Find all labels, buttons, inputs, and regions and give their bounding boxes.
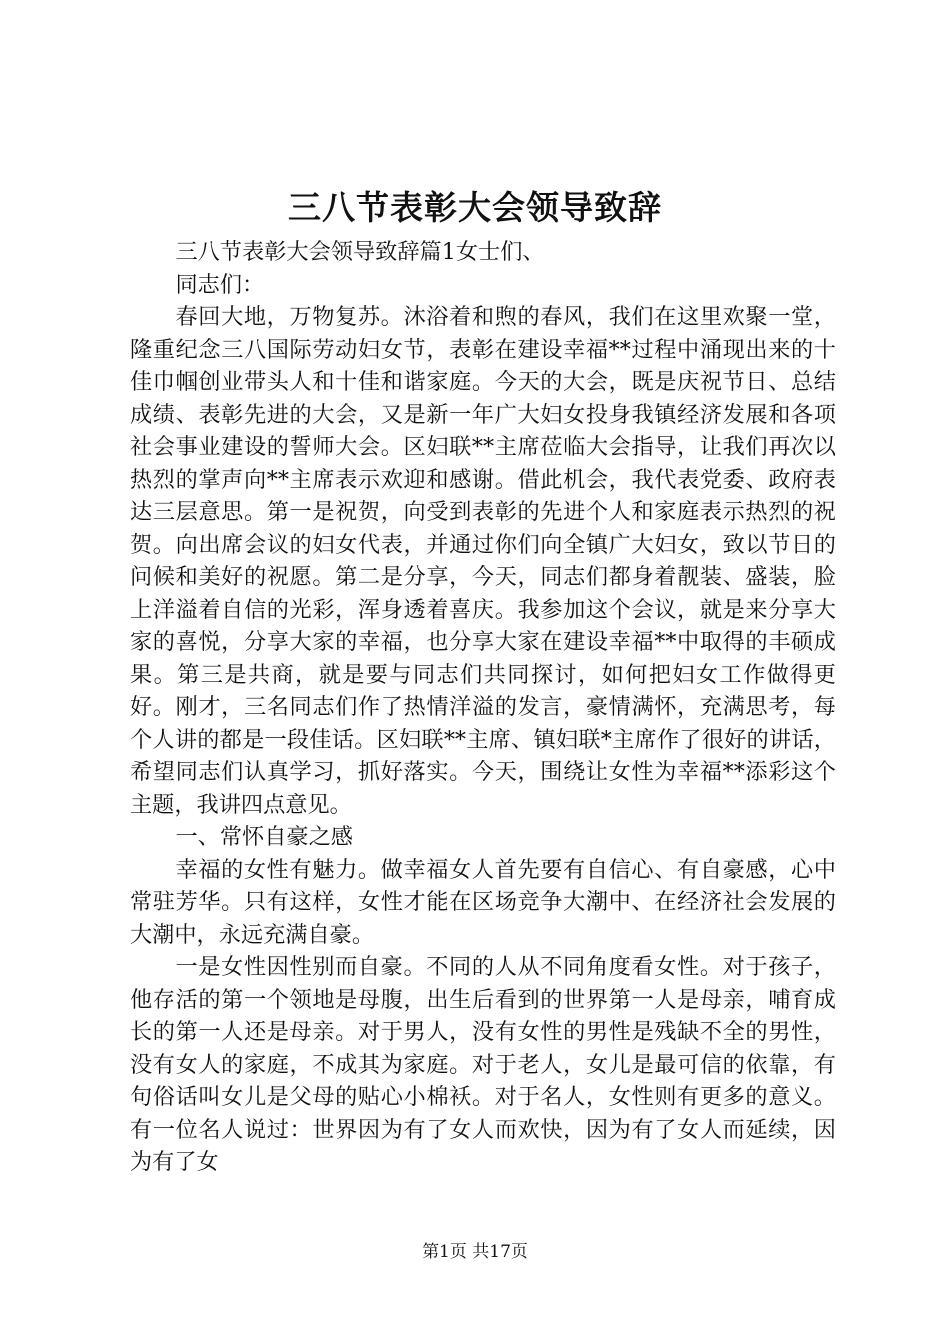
paragraph: 春回大地，万物复苏。沐浴着和煦的春风，我们在这里欢聚一堂，隆重纪念三八国际劳动妇女节，表彰在建设幸福**过程中涌现出来的十佳巾帼创业带头人和十佳和谐家庭。今天的大会，既是庆祝节日、总结成绩、表彰先进的大会，又是新一年广大妇女投身我镇经济发展和各项社会事业建设的誓师大会。区妇联**主席莅临大会指导，让我们再次以热烈的掌声向**主席表示欢迎和感谢。借此机会，我代表党委、政府表达三层意思。第一是祝贺，向受到表彰的先进个人和家庭表示热烈的祝贺。向出席会议的妇女代表，并通过你们向全镇广大妇女，致以节日的问候和美好的祝愿。第二是分享，今天，同志们都身着靓装、盛装，脸上洋溢着自信的光彩，浑身透着喜庆。我参加这个会议，就是来分享大家的喜悦，分享大家的幸福，也分享大家在建设幸福**中取得的丰硕成果。第三是共商，就是要与同志们共同探讨，如何把妇女工作做得更好。刚才，三名同志们作了热情洋溢的发言，豪情满怀，充满思考，每个人讲的都是一段佳话。区妇联**主席、镇妇联*主席作了很好的讲话，希望同志们认真学习，抓好落实。今天，围绕让女性为幸福**添彩这个主题，我讲四点意见。: [130, 304, 836, 818]
paragraph: 一是女性因性别而自豪。不同的人从不同角度看女性。对于孩子，他存活的第一个领地是母腹，出生后看到的世界第一人是母亲，哺育成长的第一人还是母亲。对于男人，没有女性的男性是残缺不全的男性，没有女人的家庭，不成其为家庭。对于老人，女儿是最可信的依靠，有句俗话叫女儿是父母的贴心小棉袄。对于名人，女性则有更多的意义。有一位名人说过：世界因为有了女人而欢快，因为有了女人而延续，因为有了女: [130, 954, 836, 1175]
paragraph: 幸福的女性有魅力。做幸福女人首先要有自信心、有自豪感，心中常驻芳华。只有这样，女性才能在区场竞争大潮中、在经济社会发展的大潮中，永远充满自豪。: [130, 856, 836, 948]
section-heading: 一、常怀自豪之感: [175, 824, 353, 850]
page-footer: 第1页 共17页: [422, 1242, 528, 1262]
paragraph: 同志们：: [175, 271, 265, 298]
document-title: 三八节表彰大会领导致辞: [288, 188, 662, 227]
document-body: [130, 236, 836, 1179]
paragraph: 三八节表彰大会领导致辞篇1女士们、: [175, 239, 545, 265]
